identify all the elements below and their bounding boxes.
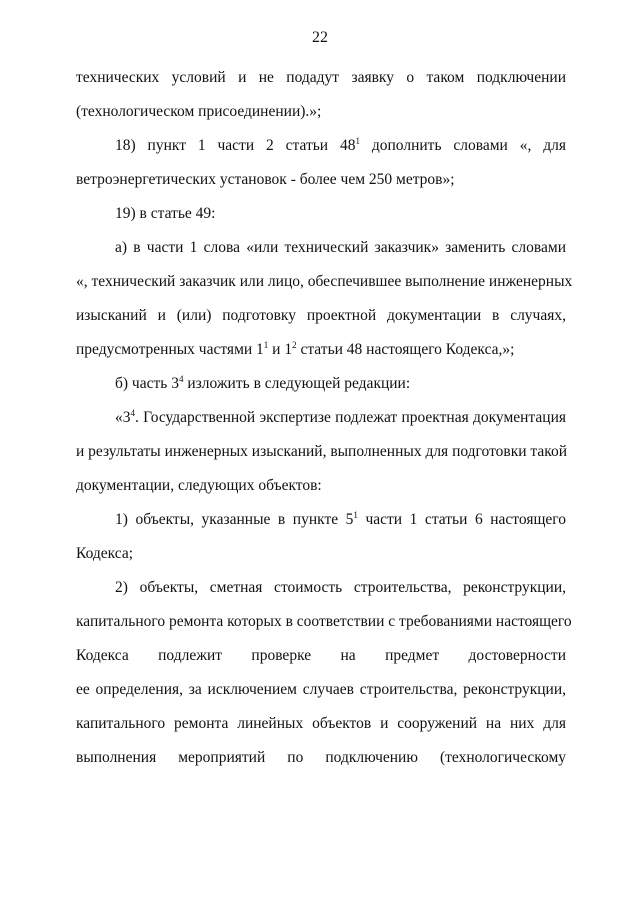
text-line: капитального ремонта линейных объектов и сооружений на них для: [76, 715, 566, 732]
text-segment: и 1: [268, 341, 293, 358]
superscript: 4: [178, 374, 184, 384]
text-segment: . Государственной экспертизе подлежат проектная документация: [135, 409, 566, 426]
text-line: (технологическом присоединении).»;: [76, 103, 322, 120]
text-line-item-1: [115, 510, 566, 530]
text-line: «, технический заказчик или лицо, обеспечившее выполнение инженерных: [76, 273, 573, 290]
superscript: 1: [263, 340, 269, 350]
text-line: [76, 340, 566, 360]
text-segment: статьи 48 настоящего Кодекса,»;: [296, 341, 515, 358]
text-line-item-19: 19) в статье 49:: [115, 205, 216, 222]
text-segment: дополнить словами «, для: [359, 137, 566, 154]
text-segment: «3: [115, 409, 131, 426]
text-line: технических условий и не подадут заявку о таком подключении: [76, 69, 566, 86]
text-line-item-b: [115, 374, 566, 394]
text-line-item-a: а) в части 1 слова «или технический заказчик» заменить словами: [115, 239, 566, 256]
text-segment: изложить в следующей редакции:: [183, 375, 411, 392]
text-segment: 18) пункт 1 части 2 статьи 48: [115, 137, 356, 154]
superscript: 2: [292, 340, 297, 350]
text-line: [115, 408, 566, 428]
superscript: 1: [355, 136, 360, 146]
superscript: 1: [353, 510, 358, 520]
superscript: 4: [130, 408, 135, 418]
text-line: ветроэнергетических установок - более чем 250 метров»;: [76, 171, 455, 188]
text-line: выполнения мероприятий по подключению (технологическому: [76, 749, 566, 766]
text-line: документации, следующих объектов:: [76, 477, 322, 494]
text-segment: предусмотренных частями 1: [76, 341, 264, 358]
text-line: изысканий и (или) подготовку проектной документации в случаях,: [76, 307, 566, 324]
text-segment: части 1 статьи 6 настоящего: [357, 511, 566, 528]
text-line-item-18: [115, 136, 566, 156]
text-line: и результаты инженерных изысканий, выполненных для подготовки такой: [76, 443, 568, 460]
text-line-item-2: 2) объекты, сметная стоимость строительства, реконструкции,: [115, 579, 566, 596]
text-line: капитального ремонта которых в соответствии с требованиями настоящего: [76, 613, 572, 630]
text-line: Кодекса подлежит проверке на предмет достоверности: [76, 647, 566, 664]
text-line: Кодекса;: [76, 545, 134, 562]
text-segment: б) часть 3: [115, 375, 179, 392]
text-segment: 1) объекты, указанные в пункте 5: [115, 511, 354, 528]
page-number: 22: [312, 29, 328, 46]
text-line: ее определения, за исключением случаев строительства, реконструкции,: [76, 681, 566, 698]
